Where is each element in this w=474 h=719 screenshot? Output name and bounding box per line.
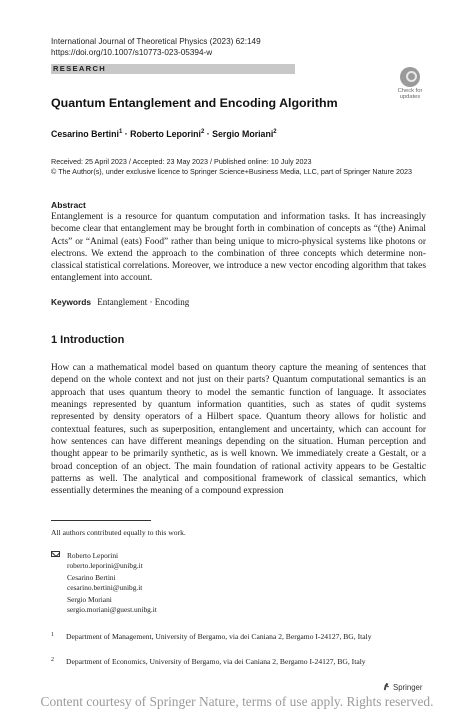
introduction-heading: 1 Introduction <box>51 334 125 346</box>
publication-dates: Received: 25 April 2023 / Accepted: 23 May 2023 / Published online: 10 July 2023 <box>51 157 312 166</box>
copyright-notice: © The Author(s), under exclusive licence to Springer Science+Business Media, LLC, part of Springer Nature 2023 <box>51 167 412 176</box>
keywords-heading: Keywords <box>51 297 92 307</box>
affiliation-number: 1 <box>51 632 54 638</box>
affiliation-text: Department of Economics, University of Bergamo, via dei Caniana 2, Bergamo I-24127, BG, Italy <box>66 657 366 666</box>
doi-link[interactable]: https://doi.org/10.1007/s10773-023-05394-w <box>51 48 213 57</box>
keywords <box>51 297 189 307</box>
journal-header <box>51 36 261 58</box>
author-affiliation-ref: 1 <box>118 129 123 136</box>
journal-citation: International Journal of Theoretical Physics (2023) 62:149 <box>51 37 261 46</box>
contact-email[interactable]: cesarino.bertini@unibg.it <box>67 582 143 592</box>
author-name: Sergio Moriani <box>212 129 274 139</box>
contact-name: Roberto Leporini <box>67 551 119 560</box>
section-label-bar <box>51 64 295 74</box>
check-for-updates-icon <box>400 67 420 87</box>
badge-text <box>393 88 427 100</box>
contribution-note: All authors contributed equally to this work. <box>51 528 186 537</box>
keywords-list: Entanglement · Encoding <box>97 297 190 307</box>
author-affiliation-ref: 2 <box>273 129 277 136</box>
contact-entry <box>67 551 143 570</box>
mail-icon <box>51 551 60 557</box>
paper-title: Quantum Entanglement and Encoding Algorithm <box>51 96 338 110</box>
contact-email[interactable]: roberto.leporini@unibg.it <box>67 560 143 570</box>
publisher-name: Springer <box>393 683 423 692</box>
author-name: Cesarino Bertini <box>51 129 119 139</box>
affiliation-text: Department of Management, University of Bergamo, via dei Caniana 2, Bergamo I-24127, BG, Italy <box>66 632 372 641</box>
author-affiliation-ref: 2 <box>201 129 205 136</box>
abstract-text: Entanglement is a resource for quantum computation and information tasks. It has increasingly become clear that entanglement may be brought forth in combination of concepts as “(the) Animal Acts” or “Animal (eats) Food” rather than being unique to micro-physical systems like photons or electrons. We extend the approach to the combination of three concepts which determine non-classical statistical correlations. Moreover, we introduce a new vector encoding algorithm that takes entanglement into account. <box>51 212 426 284</box>
author-separator: · <box>122 129 131 139</box>
publisher-logo <box>382 682 422 692</box>
author-name: Roberto Leporini <box>130 129 201 139</box>
author-separator: · <box>204 129 213 139</box>
contact-email[interactable]: sergio.moriani@guest.unibg.it <box>67 604 157 614</box>
introduction-text: How can a mathematical model based on quantum theory capture the meaning of sentences that depend on the whole context and not just on their parts? Quantum computational semantics is an approach that uses quantum theory to model the semantic function of language. It associates meanings represented by quantum information quantities, such as states of qudit systems represented by density operators of a Hilbert space. Quantum theory allows for holistic and contextual features, such as superposition, entanglement and uncertainty, which can account for how sentences can have different meanings depending on the situation. Human perception and thought appear to be primarily synthetic, as is well known. We immediately create a Gestalt, or a broad conception of an object. The main foundation of rational activity appears to be Gestaltic patterns as well. The analytical and compositional framework of classical semantics, which essentially determines the meaning of a compound expression <box>51 363 426 497</box>
footnote-rule <box>51 520 151 521</box>
section-label: RESEARCH <box>53 64 107 73</box>
contact-entry <box>67 573 142 592</box>
contact-name: Sergio Moriani <box>67 595 112 604</box>
affiliation-number: 2 <box>51 657 54 663</box>
contact-name: Cesarino Bertini <box>67 573 116 582</box>
courtesy-watermark: Content courtesy of Springer Nature, terms of use apply. Rights reserved. <box>40 694 434 709</box>
springer-horse-icon <box>382 682 391 691</box>
check-for-updates-badge[interactable] <box>393 67 427 101</box>
author-list <box>51 129 277 139</box>
publication-info <box>51 157 412 177</box>
badge-line-2: updates <box>399 94 421 100</box>
badge-line-1: Check for <box>397 88 423 94</box>
contact-entry <box>67 595 157 614</box>
abstract-heading: Abstract <box>51 200 86 210</box>
